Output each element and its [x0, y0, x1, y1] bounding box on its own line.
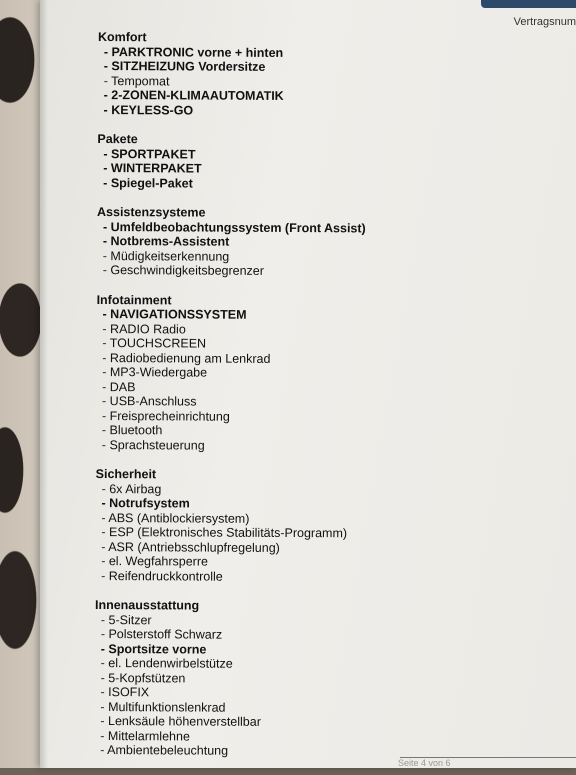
page-edge-shadow [40, 0, 48, 768]
section-assistenzsysteme [97, 205, 537, 280]
list-item: - NAVIGATIONSSYSTEM [102, 307, 247, 322]
section-innenausstattung [94, 598, 535, 760]
section-pakete [97, 132, 537, 192]
list-item: - Müdigkeitserkennung [102, 248, 230, 264]
section-komfort [98, 30, 538, 119]
list-item: - Notbrems-Assistent [102, 234, 230, 249]
section-title: Assistenzsysteme [97, 204, 206, 220]
list-item: - SPORTPAKET [103, 146, 196, 162]
list-item: - Notrufsystem [101, 496, 190, 511]
list-item: - el. Lendenwirbelstütze [100, 656, 233, 671]
list-item: - Umfeldbeobachtungssystem (Front Assist) [102, 219, 366, 235]
list-item: - SITZHEIZUNG Vordersitze [103, 59, 266, 74]
list-item: - MP3-Wiedergabe [102, 365, 208, 380]
list-item: - PARKTRONIC vorne + hinten [103, 44, 284, 60]
section-title: Sicherheit [95, 466, 157, 482]
list-item: - DAB [102, 379, 136, 394]
equipment-list [94, 30, 538, 775]
list-item: - Reifendruckkontrolle [101, 568, 223, 584]
list-item: - Geschwindigkeitsbegrenzer [102, 263, 264, 278]
list-item: - WINTERPAKET [103, 161, 202, 176]
list-item: - KEYLESS-GO [103, 102, 194, 117]
section-title: Innenausstattung [94, 597, 200, 613]
list-item: - Polsterstoff Schwarz [100, 627, 223, 642]
list-item: - Ambientebeleuchtung [100, 743, 229, 758]
list-item: - Sportsitze vorne [100, 641, 207, 657]
list-item: - el. Wegfahrsperre [101, 554, 209, 569]
page-number: Seite 4 von 6 [398, 758, 451, 768]
section-infotainment [96, 292, 537, 454]
section-sicherheit [95, 467, 536, 585]
section-title: Pakete [97, 131, 138, 147]
list-item: - ISOFIX [100, 685, 150, 700]
section-title: Infotainment [96, 292, 172, 307]
list-item: - Lenksäule höhenverstellbar [100, 714, 261, 729]
list-item: - Multifunktionslenkrad [100, 699, 226, 715]
list-item: - 2-ZONEN-KLIMAAUTOMATIK [103, 88, 284, 103]
list-item: - RADIO Radio [102, 321, 186, 336]
list-item: - ESP (Elektronisches Stabilitäts-Programm) [101, 525, 348, 541]
list-item: - ABS (Antiblockiersystem) [101, 510, 250, 526]
list-item: - Spiegel-Paket [103, 175, 193, 190]
list-item: - Bluetooth [101, 423, 163, 438]
list-item: - Freisprecheinrichtung [101, 408, 230, 424]
list-item: - Mittelarmlehne [100, 728, 190, 743]
list-item: - 6x Airbag [101, 481, 162, 496]
list-item: - 5-Kopfstützen [100, 670, 186, 685]
list-item: - ASR (Antriebsschlupfregelung) [101, 539, 280, 555]
list-item: - USB-Anschluss [102, 394, 197, 409]
list-item: - 5-Sitzer [100, 612, 152, 627]
list-item: - TOUCHSCREEN [102, 336, 207, 351]
section-title: Komfort [97, 30, 147, 45]
list-item: - Sprachsteuerung [101, 437, 205, 453]
list-item: - Radiobedienung am Lenkrad [102, 350, 271, 366]
contract-number-label: Vertragsnum [513, 16, 576, 28]
header-tab [481, 0, 576, 8]
list-item: - Tempomat [103, 73, 170, 88]
